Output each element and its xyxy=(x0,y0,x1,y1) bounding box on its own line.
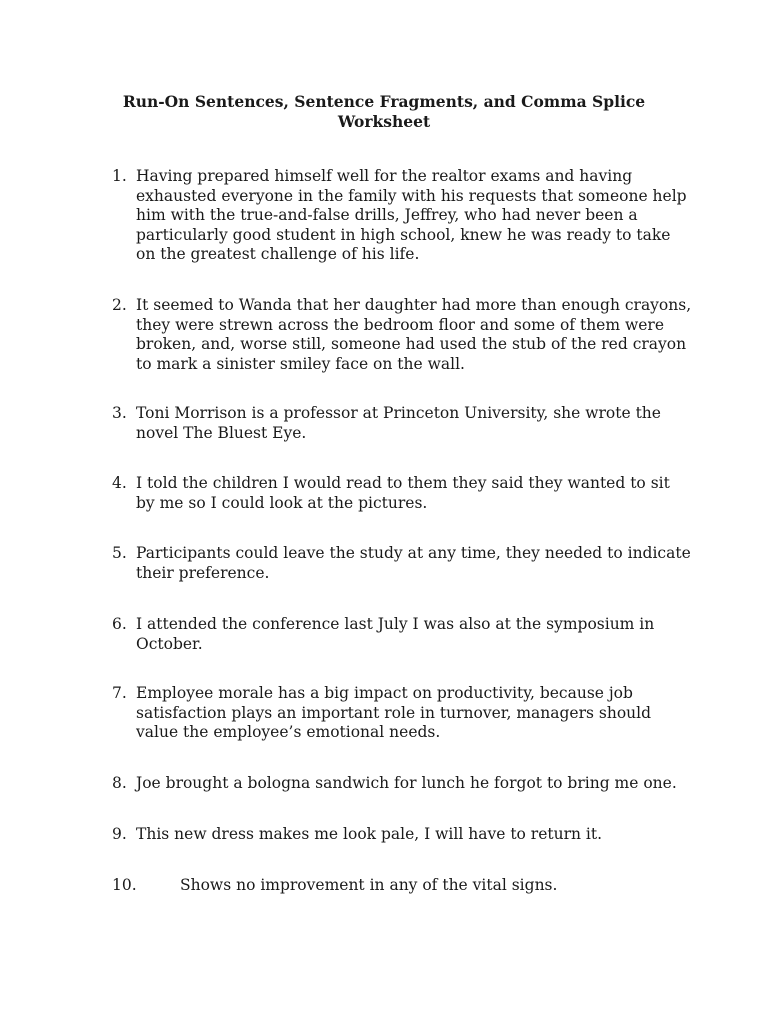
list-item xyxy=(112,774,692,794)
item-number: 4. xyxy=(112,474,127,492)
page-title: Run-On Sentences, Sentence Fragments, and Comma Splice Worksheet xyxy=(122,92,646,131)
item-text: Participants could leave the study at any time, they needed to indicate their preference. xyxy=(136,544,691,582)
item-number: 8. xyxy=(112,774,127,792)
item-number: 7. xyxy=(112,684,127,702)
list-item xyxy=(112,876,692,896)
item-text: Joe brought a bologna sandwich for lunch he forgot to bring me one. xyxy=(136,774,677,792)
item-text: Having prepared himself well for the realtor exams and having exhausted everyone in the family with his requests that someone help him with the true-and-false drills, Jeffrey, who had never been a particularly good student in high school, knew he was ready to take on the greatest challenge of his life. xyxy=(136,167,687,264)
item-text: This new dress makes me look pale, I will have to return it. xyxy=(136,825,603,843)
list-item xyxy=(112,684,692,743)
list-item xyxy=(112,544,692,583)
item-text: Employee morale has a big impact on productivity, because job satisfaction plays an important role in turnover, managers should value the employee’s emotional needs. xyxy=(136,684,652,742)
item-number: 3. xyxy=(112,404,127,422)
list-item xyxy=(112,615,692,654)
item-number: 2. xyxy=(112,296,127,314)
list-item xyxy=(112,825,692,845)
list-item xyxy=(112,167,692,265)
list-item xyxy=(112,404,692,443)
item-text: Shows no improvement in any of the vital signs. xyxy=(180,876,558,894)
item-number: 1. xyxy=(112,167,127,185)
list-item xyxy=(112,474,692,513)
item-number: 9. xyxy=(112,825,127,843)
item-text: Toni Morrison is a professor at Princeton University, she wrote the novel The Bluest Eye. xyxy=(136,404,661,442)
item-text: I attended the conference last July I was also at the symposium in October. xyxy=(136,615,655,653)
item-number: 6. xyxy=(112,615,127,633)
item-text: It seemed to Wanda that her daughter had more than enough crayons, they were strewn across the bedroom floor and some of them were broken, and, worse still, someone had used the stub of the red crayon to mark a sinister smiley face on the wall. xyxy=(136,296,692,373)
item-number: 10. xyxy=(112,876,137,894)
list-item xyxy=(112,296,692,374)
item-text: I told the children I would read to them they said they wanted to sit by me so I could look at the pictures. xyxy=(136,474,670,512)
item-number: 5. xyxy=(112,544,127,562)
